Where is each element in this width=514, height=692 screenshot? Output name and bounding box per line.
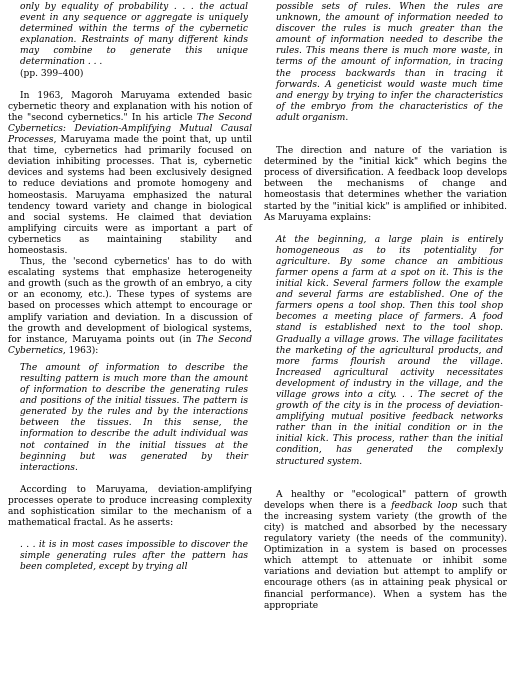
quote-citation: (pp. 399–400) bbox=[20, 68, 84, 79]
paragraph-ecological-growth bbox=[264, 490, 507, 612]
block-quote-continued: possible sets of rules. When the rules are unknown, the amount of information needed to discover the rules is much greater than the amount of information needed to describe the rules. This means there is much more waste, in terms of the amount of information, in tracing the process backwards than in tracing it forwards. A geneticist would waste much time and energy by trying to infer the characteristics of the embryo from the characteristics of the adult organism. bbox=[276, 2, 503, 123]
block-quote-information: The amount of information to describe the resulting pattern is much more than the amount of information to describe the generating rules and positions of the initial tissues. The pattern is generated by the rules and by the interactions between the tissues. In this sense, the information to describe the adult individual was not contained in the initial tissues at the beginning but was generated by their interactions. bbox=[20, 362, 248, 473]
block-quote-generating-rules: . . . it is in most cases impossible to discover the simple generating rules after the pattern has been completed, except by trying all bbox=[20, 540, 248, 573]
paragraph-text: , 1963): bbox=[62, 345, 99, 356]
paragraph-text: , Maruyama made the point that, up until that time, cybernetics had primarily focused on deviation inhibiting processes. That is, cybernetic devices and systems had been exclusively designed to reduce deviations and promote homogeny and homeostasis. Maruyama emphasized the natural tendency toward variety and change in biological and social systems. He claimed that deviation amplifying circuits were as important a part of cybernetics as maintaining stability and homeostasis. bbox=[8, 135, 252, 256]
right-column bbox=[264, 2, 507, 612]
left-column bbox=[8, 2, 252, 574]
paragraph-initial-kick: The direction and nature of the variation is determined by the "initial kick" which begins the process of diversification. A feedback loop develops between the mechanisms of change and homeostasis that determines whether the variation started by the "initial kick" is amplified or inhibited. As Maruyama explains: bbox=[264, 146, 507, 223]
paragraph-text: such that the increasing system variety (the growth of the city) is matched and absorbed by the necessary regulatory variety (the needs of the community). Optimization in a system is based on processes which attempt to attenuate or inhibit some variations and deviation but attempt to amplify or encourage others (as in attaining peak physical or financial performance). When a system has the appropriate bbox=[264, 500, 507, 611]
paragraph-maruyama-1963 bbox=[8, 91, 252, 257]
article-title: The Second Cybernetics bbox=[8, 334, 252, 356]
paragraph-text: A healthy or "ecological" pattern of growth develops when there is a bbox=[264, 489, 507, 511]
emphasis-term: feedback loop bbox=[391, 500, 458, 511]
block-quote-city-growth: At the beginning, a large plain is entirely homogeneous as to its potentiality for agriculture. By some chance an ambitious farmer opens a farm at a spot on it. This is the initial kick. Several farmers follow the example and several farms are established. One of the farmers opens a tool shop. Then this tool shop becomes a meeting place of farmers. A food stand is established next to the tool shop. Gradually a village grows. The village facilitates the marketing of the agricultural products, and more farms flourish around the village. Increased agricultural activity necessitates development of industry in the village, and the village grows into a city. . . The secret of the growth of the city is in the process of deviation-amplifying mutual positive feedback networks rather than in the initial condition or in the initial kick. This process, rather than the initial condition, has generated the complexly structured system. bbox=[276, 234, 503, 467]
paragraph-text: In 1963, Magoroh Maruyama extended basic cybernetic theory and explanation with his notion of the "second cybernetics." In his article bbox=[8, 90, 252, 123]
article-title: The Second Cybernetics: Deviation-Amplifying Mutual Causal Processes bbox=[8, 112, 252, 146]
paragraph-deviation-amplifying: According to Maruyama, deviation-amplifying processes operate to produce increasing complexity and sophistication similar to the mechanism of a mathematical fractal. As he asserts: bbox=[8, 484, 252, 529]
block-quote-probability: only by equality of probability . . . the actual event in any sequence or aggregate is uniquely determined within the terms of the cybernetic explanation. Restraints of many different kinds may combine to generate this unique determination . . . bbox=[20, 2, 248, 68]
paragraph-second-cybernetics bbox=[8, 257, 252, 357]
paragraph-text: Thus, the 'second cybernetics' has to do with escalating systems that emphasize heterogeneity and growth (such as the growth of an embryo, a city or an economy, etc.). These types of systems are based on processes which attempt to encourage or amplify variation and deviation. In a discussion of the growth and development of biological systems, for instance, Maruyama points out (in bbox=[8, 257, 252, 345]
